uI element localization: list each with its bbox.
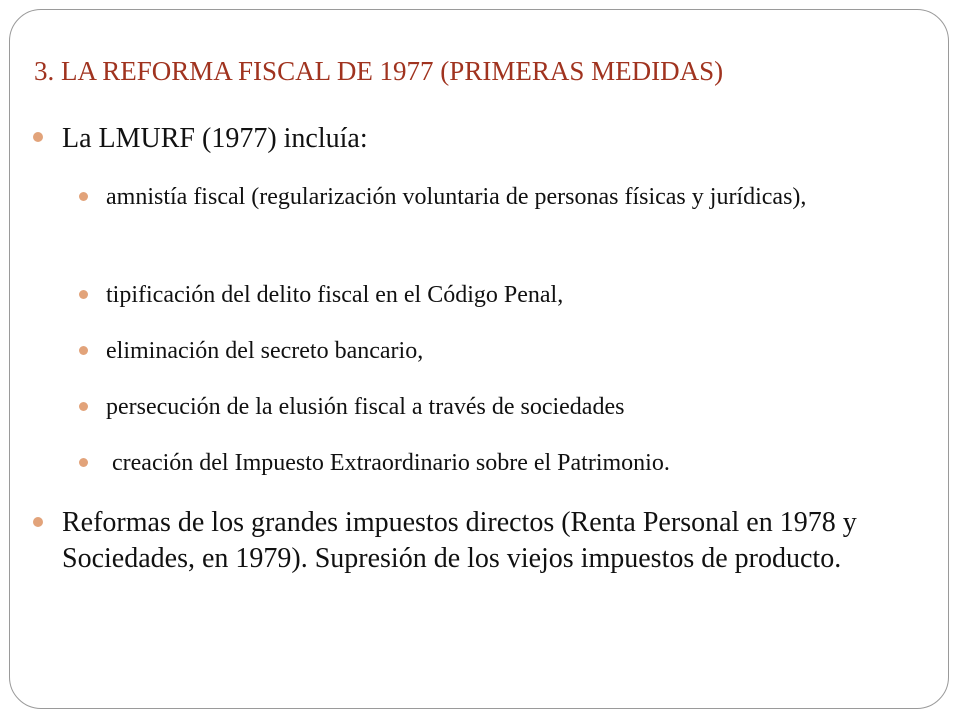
sub-bullet-marker-icon bbox=[79, 346, 88, 355]
slide-title: 3. LA REFORMA FISCAL DE 1977 (PRIMERAS MEDIDAS) bbox=[34, 56, 724, 86]
sub-bullet-text: creación del Impuesto Extraordinario sobre el Patrimonio. bbox=[106, 450, 670, 476]
sub-bullet-text: eliminación del secreto bancario, bbox=[106, 338, 424, 364]
sub-bullet-marker-icon bbox=[79, 458, 88, 467]
bullet-text: Reformas de los grandes impuestos directos (Renta Personal en 1978 y Sociedades, en 1979). Supresión de los viejos impuestos de producto. bbox=[62, 507, 857, 574]
sub-bullet-text: tipificación del delito fiscal en el Código Penal, bbox=[106, 282, 564, 308]
sub-bullet-marker-icon bbox=[79, 192, 88, 201]
sub-bullet-marker-icon bbox=[79, 402, 88, 411]
sub-bullet-text: persecución de la elusión fiscal a través de sociedades bbox=[106, 394, 625, 420]
bullet-text: La LMURF (1977) incluía: bbox=[62, 123, 368, 154]
sub-bullet-marker-icon bbox=[79, 290, 88, 299]
bullet-marker-icon bbox=[33, 132, 43, 142]
bullet-marker-icon bbox=[33, 517, 43, 527]
sub-bullet-text: amnistía fiscal (regularización voluntaria de personas físicas y jurídicas), bbox=[106, 184, 807, 210]
